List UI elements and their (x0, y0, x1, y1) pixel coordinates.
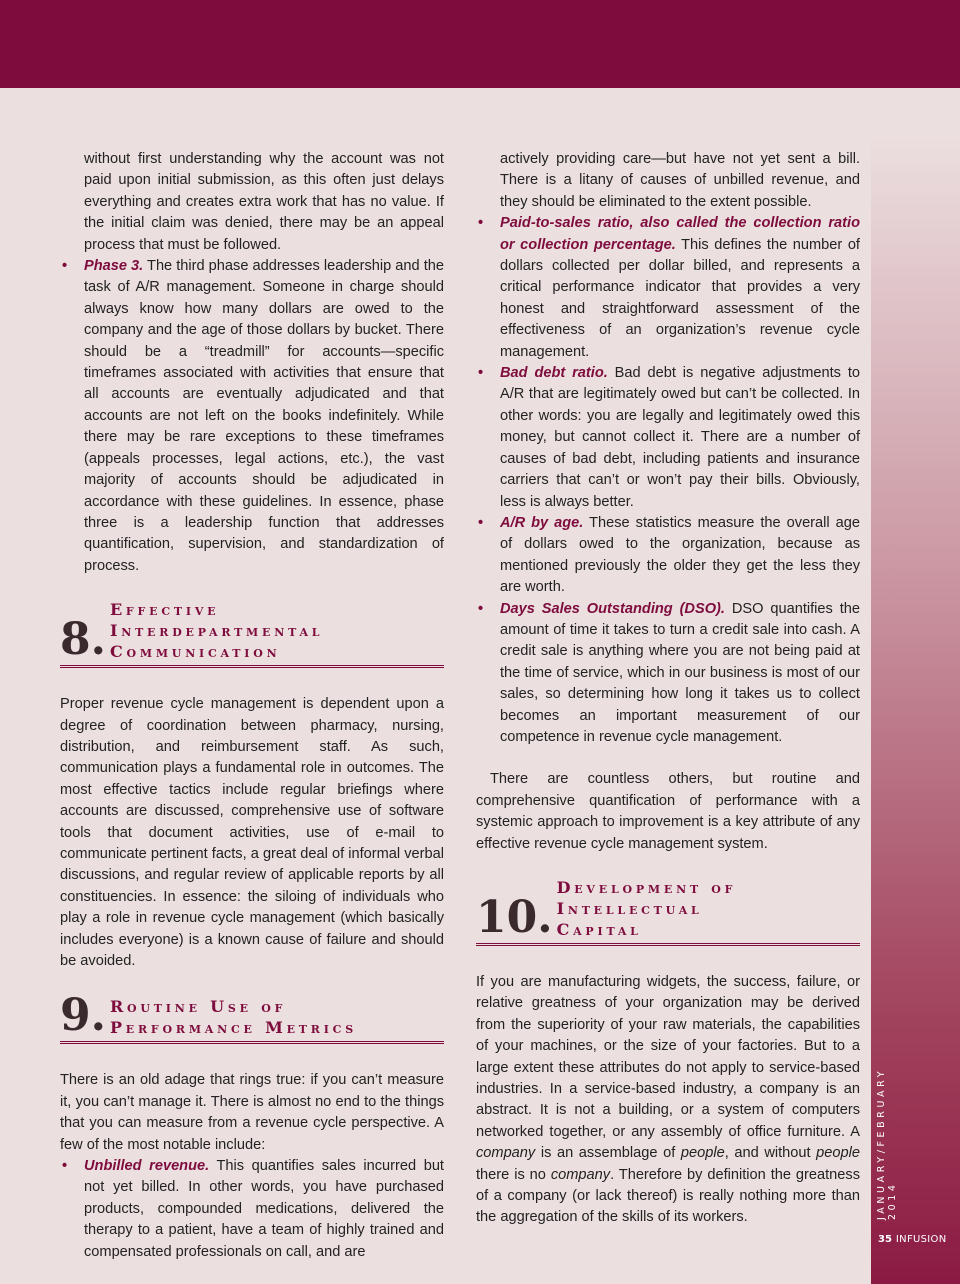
list-item (476, 213, 860, 363)
page-footer (878, 1234, 958, 1245)
header-band (0, 0, 960, 88)
item-text: This quantifies sales incurred but not yet billed. In other words, you have purchased products, compounded medications, delivered the therapy to a patient, have a team of highly trained and compensated professionals on call, and are (84, 1158, 444, 1260)
title-line: Communication (109, 642, 281, 662)
spacer (476, 748, 860, 769)
term-unbilled-revenue: Unbilled revenue. (84, 1158, 210, 1175)
paragraph: There is an old adage that rings true: if you can’t measure it, you can’t manage it. There is almost no end to the things that you can measure from a revenue cycle perspective. A few of the most notable include: (60, 1072, 444, 1153)
title-line: Intellectual (556, 899, 703, 918)
bullet-icon: • (478, 514, 484, 531)
right-column (476, 149, 860, 1229)
section-number: 8. (60, 614, 106, 666)
text-run: is an assemblage of (535, 1145, 681, 1162)
bullet-icon: • (62, 1158, 68, 1175)
text-run: . Therefore by definition the greatness of a company (or lack thereof) is really nothing more than the aggregation of the skills of its workers. (476, 1166, 860, 1226)
term-bad-debt: Bad debt ratio. (500, 365, 608, 382)
item-text: The third phase addresses leadership and the task of A/R management. Someone in charge should always know how many dollars are owed to the company and the age of those dollars by bucket. There should be a “treadmill” for accounts—specific timeframes associated with activities that ensure that all accounts are eventually adjudicated and that accounts are not left on the books indefinitely. While there may be rare exceptions to these timeframes (appeals processes, legal actions, etc.), the vast majority of accounts should be adjudicated in accordance with these guidelines. In essence, phase three is a leadership function that addresses quantification, supervision, and standardization of process. (84, 258, 444, 574)
title-line: Interdepartmental (109, 621, 324, 641)
bullet-list (60, 1156, 444, 1263)
paragraph: There are countless others, but routine and comprehensive quantification of performance with a systemic approach to improvement is a key attribute of any effective revenue cycle management system. (476, 771, 860, 852)
emphasis: people (680, 1145, 725, 1162)
term-phase-3: Phase 3. (84, 258, 144, 275)
page-number: 35 (878, 1234, 892, 1245)
emphasis: people (816, 1145, 860, 1162)
emphasis: company (476, 1145, 536, 1162)
term-ar-by-age: A/R by age. (500, 514, 584, 531)
text-run: , and without (724, 1145, 817, 1162)
bullet-icon: • (478, 365, 484, 382)
term-dso: Days Sales Outstanding (DSO). (500, 600, 725, 617)
section-heading-8 (60, 599, 444, 668)
section-title (557, 877, 737, 940)
issue-date: JANUARY/FEBRUARY 2014 (876, 1067, 898, 1220)
emphasis: company (550, 1166, 611, 1183)
section-heading-10 (476, 877, 860, 946)
item-text: These statistics measure the overall age of dollars owed to the organization, because as mentioned previously the older they get the less they are worth. (500, 514, 860, 596)
paragraph: actively providing care—but have not yet sent a bill. There is a litany of causes of unbilled revenue, and they should be eliminated to the extent possible. (500, 151, 860, 210)
paragraph: without first understanding why the account was not paid upon initial submission, as this often just delays everything and creates extra work that has no value. If the initial claim was denied, there may be an appeal process that must be followed. (84, 151, 444, 253)
section-title (110, 599, 323, 662)
title-line: Performance Metrics (109, 1018, 357, 1038)
term-paid-to-sales: Paid-to-sales ratio, also called the collection ratio or collection percentage. (500, 215, 860, 253)
section-number: 10. (476, 892, 553, 943)
list-item (60, 256, 444, 577)
bullet-list (60, 256, 444, 577)
section-heading-9 (60, 990, 444, 1044)
list-item (476, 513, 860, 599)
list-item (60, 1156, 444, 1263)
text-run: If you are manufacturing widgets, the success, failure, or relative greatness of your organization may be derived from the superiority of your raw materials, the capabilities of your machines, or the size of your factories. But to a large extent these attributes do not apply to service-based industries. In a service-based industry, a company is an abstract. It is not a building, or a system of computers networked together, or any assembly of office furniture. A (476, 974, 860, 1140)
bullet-icon: • (62, 258, 68, 275)
magazine-brand: INFUSION (895, 1234, 947, 1245)
list-item (476, 599, 860, 749)
left-column (60, 149, 444, 1263)
paragraph: Proper revenue cycle management is dependent upon a degree of coordination between pharmacy, nursing, distribution, and reimbursement staff. As such, communication plays a fundamental role in outcomes. The most effective tactics include regular briefings where accounts are discussed, comprehensive use of software tools that document activities, use of e-mail to communicate pertinent facts, a great deal of informal verbal discussions, and regular review of applicable reports by all constituencies. In essence: the siloing of individuals who play a role in revenue cycle management (which basically includes everyone) is a known cause of failure and should be avoided. (60, 696, 444, 969)
item-text: DSO quantifies the amount of time it takes to turn a credit sale into cash. A credit sale is anything where you are not being paid at the time of service, which in our business is most of our sales, so determining how long it takes us to collect becomes an important measurement of our competence in revenue cycle management. (500, 600, 860, 745)
section-title (110, 996, 357, 1038)
title-line: Routine Use of (109, 997, 287, 1017)
list-item (476, 363, 860, 513)
title-line: Effective (109, 600, 220, 620)
bullet-icon: • (478, 600, 484, 617)
bullet-list (476, 213, 860, 748)
title-line: Capital (556, 920, 642, 939)
bullet-icon: • (478, 215, 484, 232)
item-text: Bad debt is negative adjustments to A/R that are legitimately owed but can’t be collected. In other words: you are legally and legitimately owed this money, but cannot collect it. There are a number of causes of bad debt, including patients and insurance carriers that can’t or won’t pay their bills. Obviously, less is always better. (500, 365, 860, 510)
item-text: This defines the number of dollars collected per dollar billed, and represents a critical performance indicator that provides a very honest and straightforward assessment of the effectiveness of an organization’s revenue cycle management. (500, 236, 860, 360)
paragraph (476, 972, 860, 1229)
text-run: there is no (476, 1166, 551, 1183)
title-line: Development of (556, 878, 737, 897)
section-number: 9. (60, 990, 106, 1042)
